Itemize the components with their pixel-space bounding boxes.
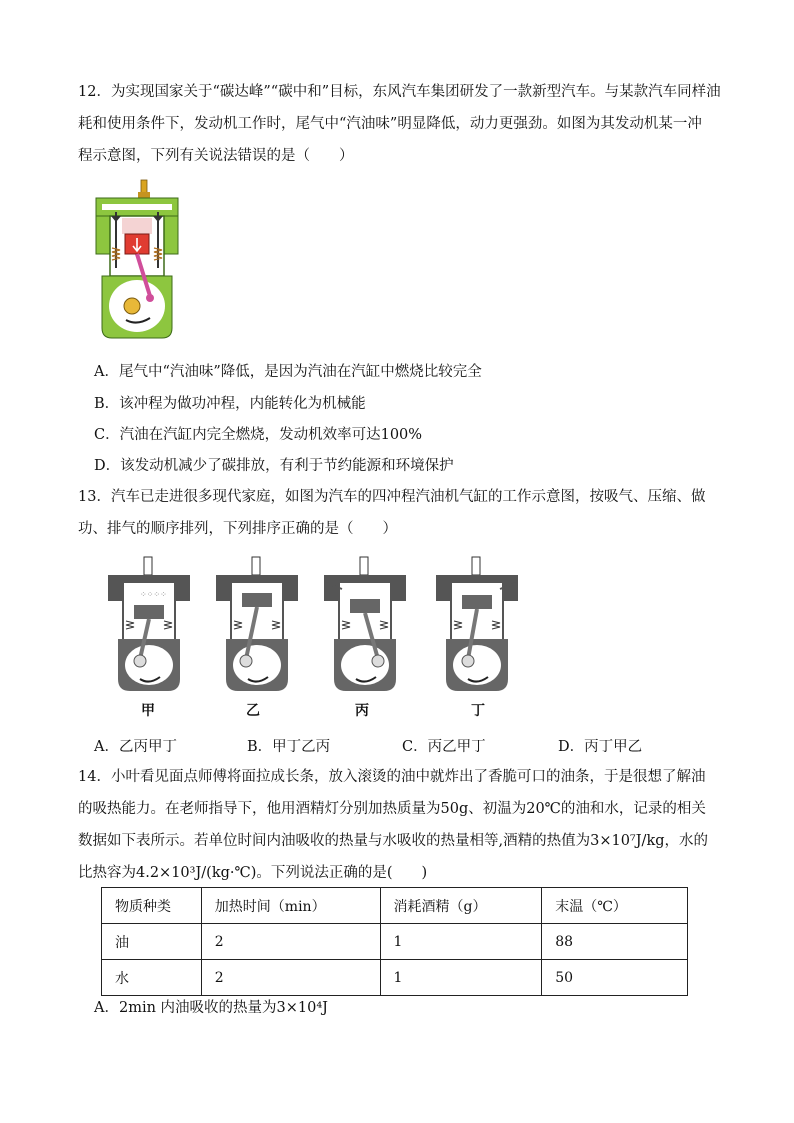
q13-option-b[interactable]: B．甲丁乙丙 xyxy=(247,739,331,755)
table-cell: 1 xyxy=(380,924,542,960)
table-row xyxy=(102,924,688,960)
q14-stem-line-4: 比热容为4.2×10³J/(kg·℃)。下列说法正确的是( ) xyxy=(78,865,428,881)
q12-engine-diagram xyxy=(92,178,182,343)
q14-data-table xyxy=(101,887,688,996)
q13-engine-yi xyxy=(212,555,302,695)
q13-option-a[interactable]: A．乙丙甲丁 xyxy=(94,739,177,755)
table-cell: 油 xyxy=(102,924,202,960)
q12-stem-line-3: 程示意图，下列有关说法错误的是（ ） xyxy=(78,148,354,164)
q13-engine-jia xyxy=(104,555,194,695)
q12-option-d[interactable]: D．该发动机减少了碳排放，有利于节约能源和环境保护 xyxy=(94,458,454,474)
q12-option-a[interactable]: A．尾气中“汽油味”降低，是因为汽油在汽缸中燃烧比较完全 xyxy=(94,364,482,380)
table-header-cell: 加热时间（min） xyxy=(201,888,380,924)
table-header-cell: 物质种类 xyxy=(102,888,202,924)
q13-engine-ding xyxy=(432,555,522,695)
q12-option-c[interactable]: C．汽油在汽缸内完全燃烧，发动机效率可达100% xyxy=(94,427,423,443)
q14-option-a[interactable]: A．2min 内油吸收的热量为3×10⁴J xyxy=(94,1000,328,1016)
q14-stem-line-3: 数据如下表所示。若单位时间内油吸收的热量与水吸收的热量相等,酒精的热值为3×10⁷J/kg，水的 xyxy=(78,833,709,849)
table-cell: 1 xyxy=(380,960,542,996)
svg-text:⁘⁘⁘⁘: ⁘⁘⁘⁘ xyxy=(140,590,167,599)
q13-option-d[interactable]: D．丙丁甲乙 xyxy=(558,739,643,755)
table-cell: 50 xyxy=(542,960,688,996)
table-cell: 2 xyxy=(201,924,380,960)
table-cell: 水 xyxy=(102,960,202,996)
q14-stem-line-1: 14．小叶看见面点师傅将面拉成长条，放入滚烫的油中就炸出了香脆可口的油条，于是很想了解油 xyxy=(78,769,706,785)
q13-option-c[interactable]: C．丙乙甲丁 xyxy=(402,739,486,755)
q13-engine-bing xyxy=(320,555,410,695)
q13-stem-line-2: 功、排气的顺序排列，下列排序正确的是（ ） xyxy=(78,521,397,537)
q13-label-bing: 丙 xyxy=(355,703,369,719)
q14-stem-line-2: 的吸热能力。在老师指导下，他用酒精灯分别加热质量为50g、初温为20℃的油和水，记录的相关 xyxy=(78,801,706,817)
q12-stem-line-1: 12．为实现国家关于“碳达峰”“碳中和”目标，东风汽车集团研发了一款新型汽车。与某款汽车同样油 xyxy=(78,84,721,100)
q12-option-b[interactable]: B．该冲程为做功冲程，内能转化为机械能 xyxy=(94,396,366,412)
q13-label-ding: 丁 xyxy=(471,703,485,719)
q12-stem-line-2: 耗和使用条件下，发动机工作时，尾气中“汽油味”明显降低，动力更强劲。如图为其发动机某一冲 xyxy=(78,116,702,132)
table-header-cell: 末温（℃） xyxy=(542,888,688,924)
q13-stem-line-1: 13．汽车已走进很多现代家庭，如图为汽车的四冲程汽油机气缸的工作示意图，按吸气、压缩、做 xyxy=(78,489,706,505)
table-cell: 88 xyxy=(542,924,688,960)
table-header-row xyxy=(102,888,688,924)
table-header-cell: 消耗酒精（g） xyxy=(380,888,542,924)
q13-label-jia: 甲 xyxy=(141,703,155,719)
table-cell: 2 xyxy=(201,960,380,996)
table-row xyxy=(102,960,688,996)
q13-label-yi: 乙 xyxy=(246,703,260,719)
